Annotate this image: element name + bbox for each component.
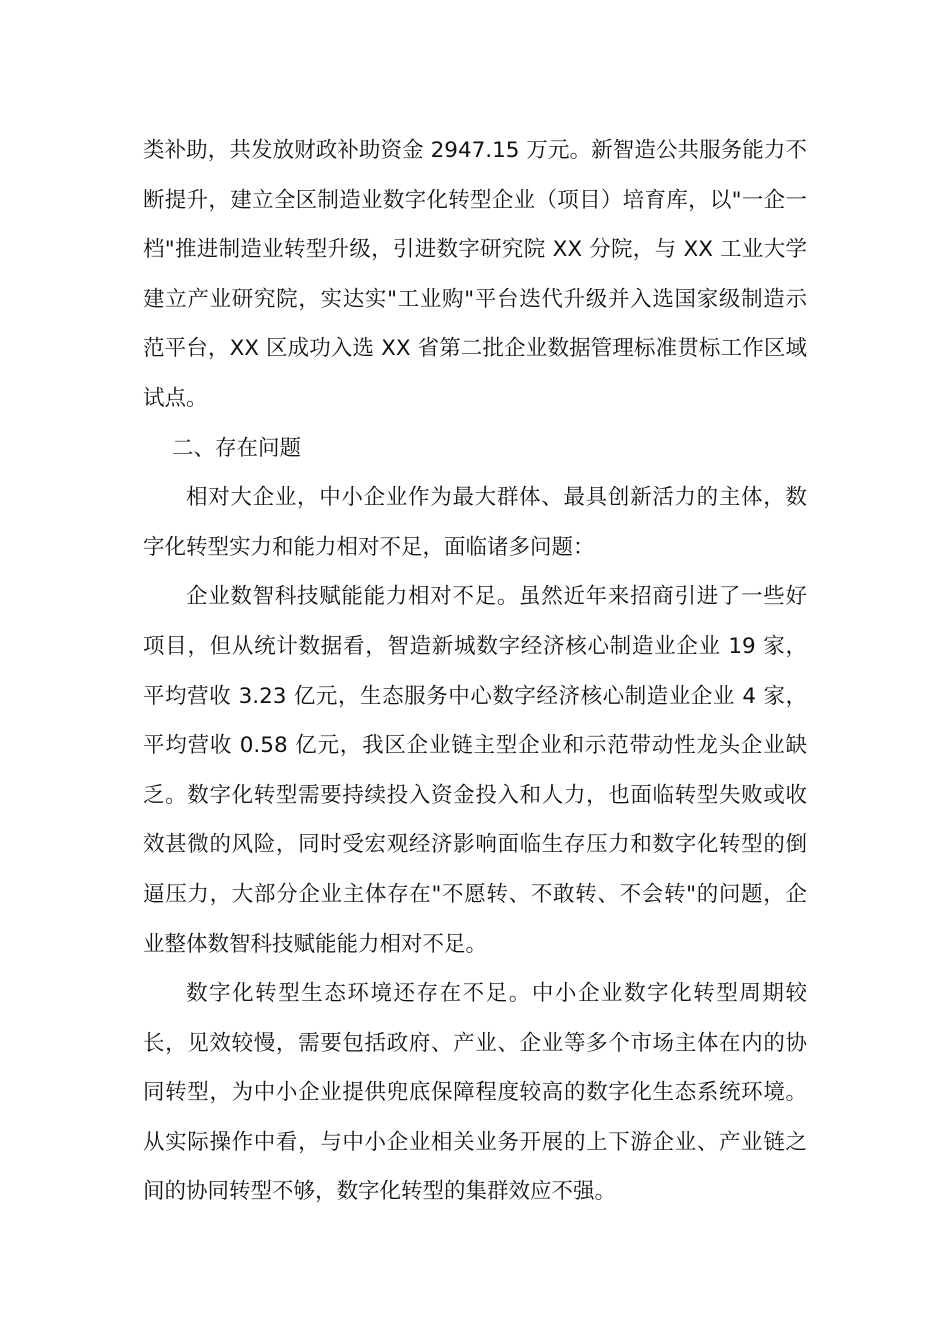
paragraph-enablement-capability: 企业数智科技赋能能力相对不足。虽然近年来招商引进了一些好项目，但从统计数据看，智造新城数字经济核心制造业企业 19 家，平均营收 3.23 亿元，生态服务中心数字经济核心制造业企业 4 家，平均营收 0.58 亿元，我区企业链主型企业和示范带动性龙头企业缺乏。数字化转型需要持续投入资金投入和人力，也面临转型失败或收效甚微的风险，同时受宏观经济影响面临生存压力和数字化转型的倒逼压力，大部分企业主体存在"不愿转、不敢转、不会转"的问题，企业整体数智科技赋能能力相对不足。 [143,584,807,957]
section-heading-problems: 二、存在问题 [172,435,302,461]
paragraph-subsidy-continuation: 类补助，共发放财政补助资金 2947.15 万元。新智造公共服务能力不断提升，建立全区制造业数字化转型企业（项目）培育库，以"一企一档"推进制造业转型升级，引进数字研究院 XX 分院，与 XX 工业大学建立产业研究院，实达实"工业购"平台迭代升级并入选国家级制造示范平台，XX 区成功入选 XX 省第二批企业数据管理标准贯标工作区域试点。 [143,138,807,411]
paragraph-ecosystem-environment: 数字化转型生态环境还存在不足。中小企业数字化转型周期较长，见效较慢，需要包括政府、产业、企业等多个市场主体在内的协同转型，为中小企业提供兜底保障程度较高的数字化生态系统环境。从实际操作中看，与中小企业相关业务开展的上下游企业、产业链之间的协同转型不够，数字化转型的集群效应不强。 [143,981,807,1205]
document-body [143,126,807,1217]
paragraph-problems-intro: 相对大企业，中小企业作为最大群体、最具创新活力的主体，数字化转型实力和能力相对不足，面临诸多问题： [143,485,807,560]
